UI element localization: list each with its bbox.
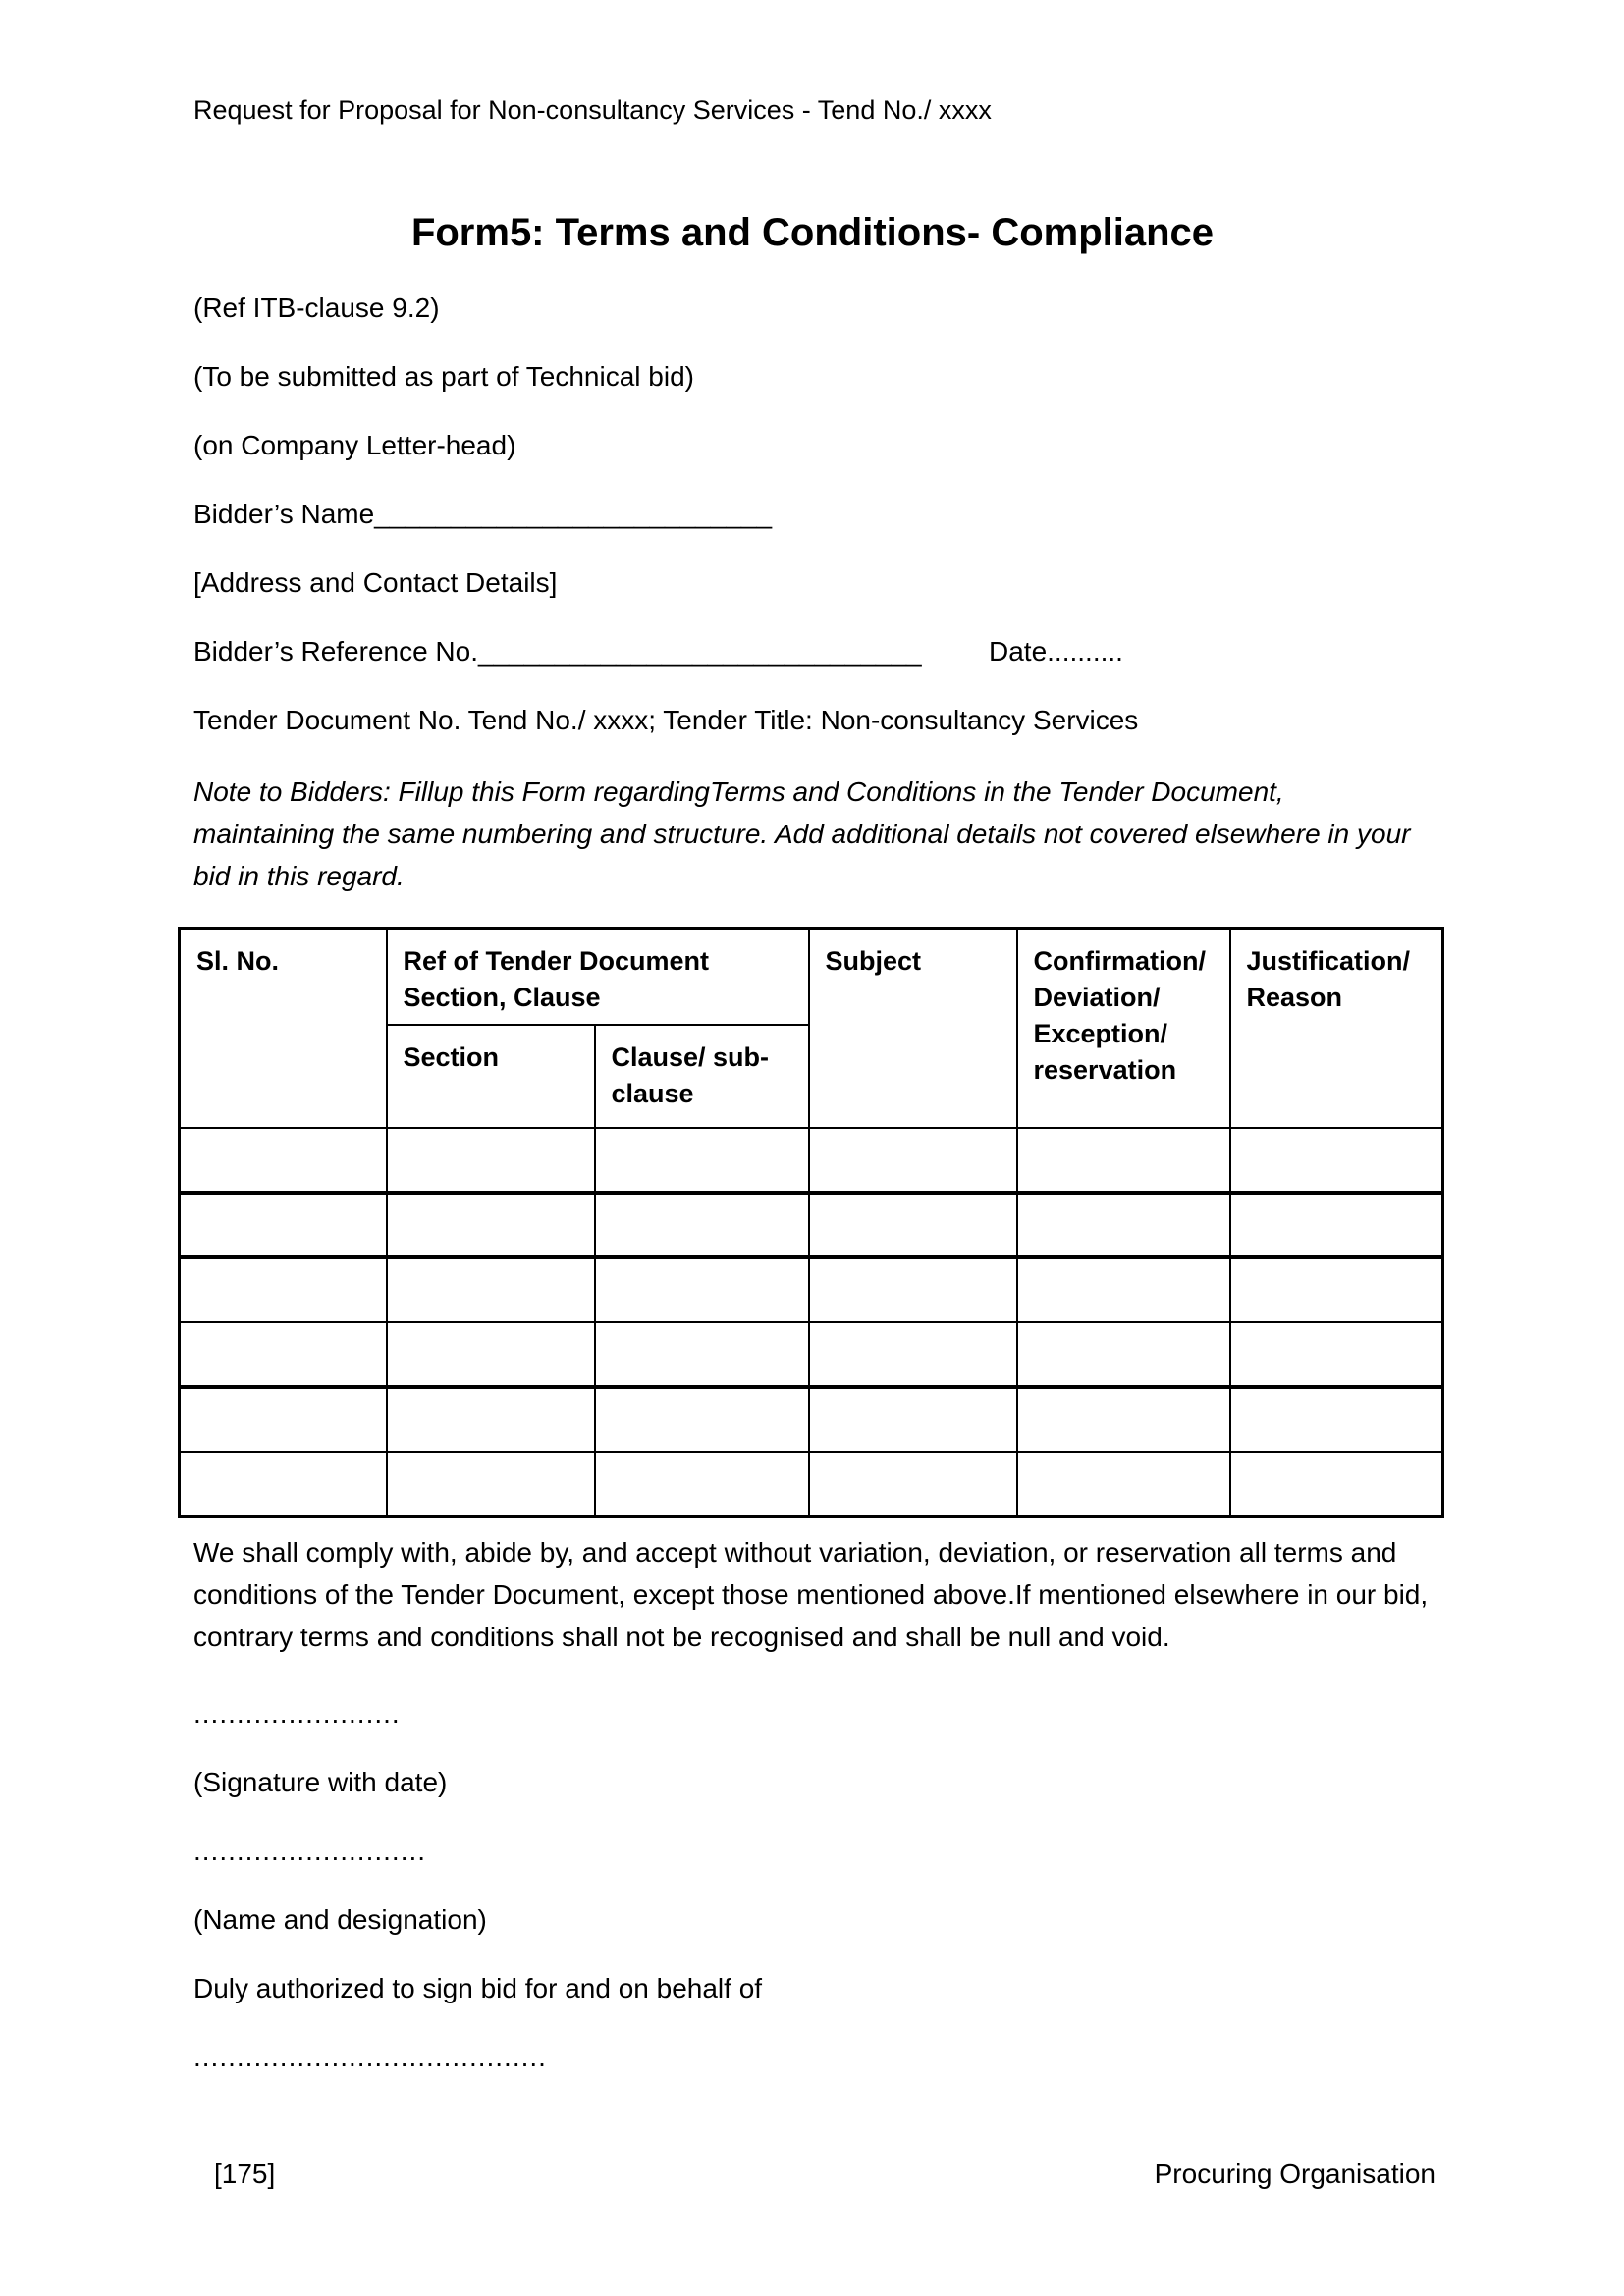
table-body [180,1128,1443,1517]
table-cell [1230,1128,1443,1193]
authorization-line: Duly authorized to sign bid for and on behalf of [193,1973,763,2003]
table-cell [809,1387,1017,1452]
page-title: Form5: Terms and Conditions- Compliance [410,211,1215,254]
table-cell [387,1128,595,1193]
compliance-statement: We shall comply with, abide by, and accept without variation, deviation, or reservation all terms and conditions of the Tender Document, except those mentioned above.If mentioned elsewhere in our bid, contrary terms and conditions shall not be recognised and shall be null and void. [193,1537,1429,1652]
table-row [180,1128,1443,1193]
table-cell [1017,1452,1230,1517]
bidder-name-line: Bidder’s Name__________________________ [193,499,773,529]
table-cell [595,1322,809,1387]
table-cell [595,1452,809,1517]
table-cell [387,1193,595,1257]
table-cell [1017,1387,1230,1452]
table-row [180,1257,1443,1322]
table-cell [595,1257,809,1322]
page-footer [0,2158,1624,2191]
table-cell [180,1193,387,1257]
table-cell [387,1387,595,1452]
table-cell [809,1128,1017,1193]
signature-label: (Signature with date) [193,1767,448,1797]
table-cell [1230,1193,1443,1257]
reference-no-line: Bidder’s Reference No._____________________________ [193,636,922,667]
footer-organisation: Procuring Organisation [1154,2159,1435,2189]
table-cell [180,1452,387,1517]
table-cell [180,1128,387,1193]
signature-dotted-line: ........................ [193,1698,401,1729]
date-label: Date.......... [989,636,1123,667]
col-header-subject: Subject [809,929,1017,1128]
note-to-bidders: Note to Bidders: Fillup this Form regardingTerms and Conditions in the Tender Document, maintaining the same numbering and structure. Add additional details not covered elsewhere in your bid in this regard. [193,776,1411,891]
tender-document-line: Tender Document No. Tend No./ xxxx; Tender Title: Non-consultancy Services [193,705,1139,735]
col-header-section: Section [387,1025,595,1128]
compliance-table [178,927,1444,1518]
table-cell [180,1257,387,1322]
table-cell [180,1387,387,1452]
col-header-sl-no: Sl. No. [180,929,387,1128]
table-cell [595,1193,809,1257]
address-line: [Address and Contact Details] [193,567,558,598]
table-header [180,929,1443,1128]
letterhead-line: (on Company Letter-head) [193,430,516,460]
table-cell [809,1193,1017,1257]
reference-row [193,633,1432,669]
table-cell [1017,1257,1230,1322]
table-cell [595,1128,809,1193]
company-dotted-line: ......................................... [193,2042,547,2072]
technical-bid-line: (To be submitted as part of Technical bid) [193,361,694,392]
col-header-clause: Clause/ sub-clause [595,1025,809,1128]
table-cell [1230,1257,1443,1322]
table-cell [1230,1387,1443,1452]
table-cell [1017,1193,1230,1257]
ref-itb-line: (Ref ITB-clause 9.2) [193,293,440,323]
name-designation-label: (Name and designation) [193,1904,487,1935]
table-cell [809,1452,1017,1517]
table-cell [387,1257,595,1322]
table-cell [809,1257,1017,1322]
table-cell [387,1322,595,1387]
table-cell [1017,1322,1230,1387]
table-cell [1017,1128,1230,1193]
col-header-ref-group: Ref of Tender Document Section, Clause [387,929,809,1025]
table-cell [595,1387,809,1452]
table-cell [809,1322,1017,1387]
table-cell [1230,1322,1443,1387]
table-row [180,1322,1443,1387]
col-header-justification: Justification/ Reason [1230,929,1443,1128]
table-row [180,1452,1443,1517]
table-cell [180,1322,387,1387]
table-row [180,1193,1443,1257]
running-header: Request for Proposal for Non-consultancy Services - Tend No./ xxxx [193,95,992,125]
name-dotted-line: ........................... [193,1836,427,1866]
col-header-confirmation: Confirmation/ Deviation/ Exception/ reservation [1017,929,1230,1128]
table-cell [1230,1452,1443,1517]
table-row [180,1387,1443,1452]
table-cell [387,1452,595,1517]
page-number: [175] [214,2159,276,2189]
